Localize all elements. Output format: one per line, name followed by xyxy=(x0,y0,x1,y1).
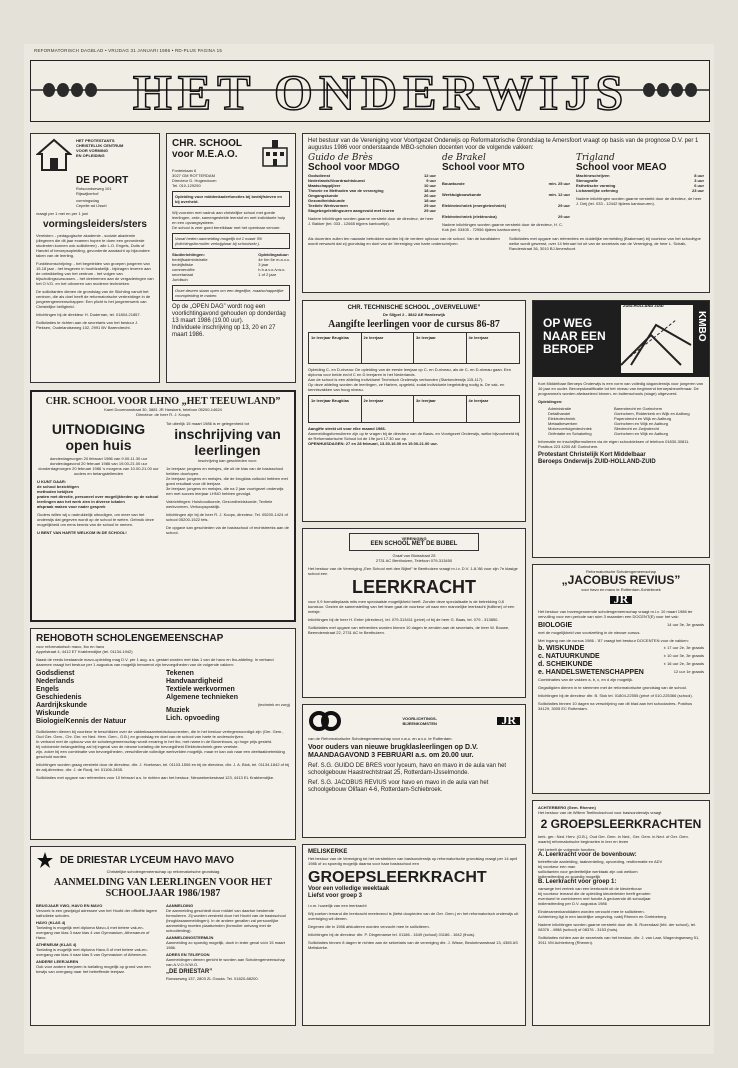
body-text: Funktieomschrijving: - het begeleiden van groepen jongeren van 15-18 jaar - het lesgeven in hoofdzakelijk - bijdragen leveren aan de ontwikkeling van het centrum - het volgen van bijscholingscursussen. - het deelnemen aan de vergaderingen van het O.V.D. en het uitvoeren van moderne technieken. xyxy=(36,261,154,286)
gb-logo-icon xyxy=(308,709,342,733)
hours: 10 uur xyxy=(423,182,436,188)
hours: 29 uur xyxy=(557,202,570,208)
jr-logo-icon: JR xyxy=(610,596,633,604)
sub: Voor een volledige weektaak xyxy=(308,886,390,892)
subject: Elektrotechniek (elektronica) xyxy=(442,213,497,219)
body-text: Sollicitaties te richten aan de secretaris van het bestuur J. Pieksen, Oudelandseweg 102, 2991 BV Barendrecht. xyxy=(36,320,139,330)
intro: Het bestuur van de Vereniging „Een School met den Bijbel” te Benthuizen vraagt m.i.v. D.V. 1-8-'86 voor zijn 7e klasige school een xyxy=(308,566,518,576)
hours: ± 16 uur 2e, 3e graads xyxy=(663,660,704,666)
headline: Aangifte leerlingen voor de cursus 86-87 xyxy=(328,319,500,330)
abacus-bead xyxy=(43,83,55,97)
bullet: leerlingen aan het werk zien in diverse lokalen xyxy=(37,499,125,504)
subject: Textiele werkvormen xyxy=(166,686,235,693)
school-script: Trigland xyxy=(576,153,615,163)
subject: d. SCHEIKUNDE xyxy=(538,660,593,668)
body-text: Vakrichtingen: Huishoudkunde, Gezondheidskunde, Textiele werkvormen, Verkoopspraktijk. xyxy=(166,499,273,509)
hours: 6 uur xyxy=(694,182,704,188)
hours: 9 uur xyxy=(426,177,436,183)
hours: 29 uur xyxy=(423,202,436,208)
address: Rijswijkerhof xyxy=(76,191,99,196)
list-item: h.h.a.v.o./v.w.o. xyxy=(258,267,286,272)
subject: Stagebegeleidingsuren aangevuld met leuren xyxy=(308,207,395,213)
year-column: 1e leerjaar Brugklas xyxy=(309,396,362,422)
address: Graaf van Bloisstraat 25 xyxy=(392,553,436,558)
bullet: zijn, zoker bij een combinatie van bevoegdheden, verschillende volledige werkvelden mogelijk, maar er kan ook naar een deeltaakbetrekking geschuld worden. xyxy=(36,749,285,759)
year-column: 3e leerjaar xyxy=(414,396,467,422)
registration-headline: inschrijving van leerlingen xyxy=(174,426,281,458)
section-text: Toelating is mogelijk met diploma Havo-5 of met betere vak-en-overgang van klas 4 naar klas 5 van Gymnasium of Atheneum. xyxy=(36,947,148,957)
subject: e. HANDELSWETENSCHAPPEN xyxy=(538,668,644,676)
org-line: EN OPLEIDING xyxy=(76,153,105,158)
hours: 29 uur xyxy=(423,207,436,213)
course: Motorvoertuigentechniek xyxy=(548,426,592,431)
headline: 2 GROEPSLEERKRACHTEN xyxy=(540,817,702,831)
sub: voor reformatorisch mavo, lbo en havo xyxy=(36,644,105,649)
function-b: B. Leerkracht voor groep 1: xyxy=(538,879,617,885)
bullet: kerk. ger.: Ned. Herv. (G.B.), Oud Ger. Gem. in Ned., Ger. Gem. in Ned. of Ger. Gem. xyxy=(538,834,689,839)
intro: Tot uiterlijk 15 maart 1986 is er gelegenheid tot xyxy=(166,421,249,426)
ad-chr-school-meao xyxy=(166,133,296,383)
place: MELISKERKE xyxy=(308,849,348,855)
section-text: Aanmeldingen dienen gericht te worden aan Scholengemeenschap van A.V.O./V.W.O. xyxy=(166,957,285,967)
abacus-bead xyxy=(57,83,69,97)
subject: Wiskunde xyxy=(36,710,69,717)
section-title: BRUGJAAR VWO, HAVO EN MAVO xyxy=(36,903,103,908)
ad-overveluwe xyxy=(302,300,526,522)
masthead xyxy=(30,60,710,122)
title: BIJEENKOMSTEN xyxy=(402,721,437,726)
body-text: Aanmeldingsformulieren zijn op te vragen bij de directeur van de Basis- en Voortgezet Onderwijs, welke bijvoorbeeld bij de Reformatorische School tot de 19e juni 17.30 uur op. xyxy=(308,431,520,441)
list-item: 4e t/m 6e m.a.v.o. xyxy=(258,257,290,262)
date: donderdagmorgen 20 februari 1986 's morgens van 10.00-21.00 uur ouders en belangstellenden xyxy=(38,466,159,476)
invitation-headline: UITNODIGING open huis xyxy=(51,421,146,453)
section-title: AANMELDINGSTERMIJN xyxy=(166,935,214,940)
org-line: HET PROTESTANTS xyxy=(76,138,115,143)
title: DE DRIESTAR LYCEUM HAVO MAVO xyxy=(60,854,235,866)
list-item: 1 of 2 jaar xyxy=(258,272,277,277)
list-item: 3 jaar xyxy=(258,262,269,267)
subject: Omgangskunde xyxy=(308,192,339,198)
subject: Handvaardigheid xyxy=(166,678,223,685)
hours: 14 uur 3e, 3e graads xyxy=(667,621,704,627)
section-text: Ook voor andere leerjaren is toelating mogelijk op grond van een bewijs van overgang naar het betreffende leerjaar. xyxy=(36,964,151,974)
sub: Het betreft de volgende functies: xyxy=(538,847,596,852)
title-line: OP WEG xyxy=(543,316,593,330)
section-title: „DE DRIESTAR” xyxy=(166,969,213,975)
hours: 18 uur xyxy=(423,197,436,203)
body-text: Sollicitaties met opgave van referenties voor 10 februari a.s. te richten aan het bestuur, Nieuwekerkestraat 123, 4413 EL Krabbendijke. xyxy=(36,775,275,780)
body-text: Inlichtingen zijn bij de heer R. J. Koops, directeur, Tel. 05200-1424 of school 05200-1522 tels. xyxy=(166,512,288,522)
body-text: Opleiding C- en D-niveau: De opleiding van de eerste leerjaar op C- en D-niveau, als de C- en D-niveau gaan. Een diploma voor beide en/of C en D leerjaren in het Nederlands. xyxy=(308,367,512,377)
contact-note: Nadere inlichtingen worden gaarne verstrekt door de directeur, de heer J. Bakker (tel. 033 - 12665 bijpers kantoortijd). xyxy=(308,215,434,226)
logo-line: VERENIGING xyxy=(401,536,427,541)
title: Reformatorische Scholengemeenschap xyxy=(585,569,657,574)
location: Gorinchem en Wijk en Aalburg xyxy=(614,431,669,436)
body-text: De school is zeer goed bereikbaar met het openbaar vervoer. xyxy=(172,225,281,230)
hours: ± 10 uur 3e, 3e graads xyxy=(663,652,704,658)
section-text: Toelating is mogelijk met diploma Mavo-4 met betere vak-en-overgang van klas 3 naar klas 4 van Gymnasium, Athenaeum of Havo. xyxy=(36,925,150,940)
hours: min. 12 uur xyxy=(548,191,570,197)
course: Detailhandel xyxy=(548,411,571,416)
intro: Het bestuur van bovengenoemde scholengemeenschap vraagt m.i.v. 10 maart 1986 ter vervulling voor een periode van ruim 3 maanden een DOCENT(E) voor het vak: xyxy=(538,608,693,619)
subject: b. WISKUNDE xyxy=(538,644,585,652)
contact-note: Nadere inlichtingen worden gaarne verstrekt door de directeur, de heer J. Deij (tel. 033 - 12442 tijdens kantooruren). xyxy=(576,195,702,206)
hours: 12 uur xyxy=(423,172,436,178)
label: Opleidingsduur: xyxy=(258,252,290,257)
date: donderdagmorgen 20 februari 1986 van 9.00-11.30 uur xyxy=(49,456,148,461)
vereniging-logo xyxy=(349,533,479,551)
section-text: Ronsseweg 137, 2803 ZL Gouda. Tel. 01820-88200. xyxy=(166,976,259,981)
title-line: BEROEP xyxy=(543,342,594,356)
masthead-title: HET ONDERWIJS xyxy=(132,64,630,120)
ad-school-met-de-bijbel xyxy=(302,528,526,698)
body-text: Nadere inlichtingen worden gaarne verstrekt door dhr. B. Rozendaal (hfd. der school), tel. 08376 - 4988 (school) of 08376 - 3153 (huis). xyxy=(538,922,697,932)
column-meao xyxy=(576,153,704,232)
address: 3027 GM ROTTERDAM xyxy=(172,173,215,178)
year-column: 3e leerjaar xyxy=(414,333,467,363)
year-column: 4e leerjaar xyxy=(468,398,489,403)
section-title: AANMELDING xyxy=(166,903,194,908)
body-text: Sollicitaties met opgave van referenties worden binnen 10 dagen te zenden aan de secretaris, de heer W. Bouwe, Beemdenstraat 22, 2731 AC te Benthuizen. xyxy=(308,625,510,635)
column-mdgo xyxy=(308,153,436,232)
abacus-bead xyxy=(685,83,697,97)
bullet: methoden bekijken xyxy=(37,489,74,494)
org-line: CHRISTELIJK CENTRUM xyxy=(76,143,124,148)
subject: Godsdienst xyxy=(36,670,75,677)
address: Tel. 010-129250 xyxy=(172,183,201,188)
bullet: eventueel te combineren met functie A gedurende dit schooljaar xyxy=(538,896,651,901)
address: Directeur D. Hogendoorn xyxy=(172,178,217,183)
bullet: afspraak maken voor nader gesprek xyxy=(37,504,106,509)
contact-note: Nadere inlichtingen worden gaarne verstrekt door de directeur, H. C. Kok (tel. 03405 - 72956 tijdens kantooruren). xyxy=(442,221,563,232)
body-text: Sollicitaties richten aan de secretaris van het bestuur, dhr. J. van Laar, Wageningseweg 51, 3911 VM Achterberg (Rhenen). xyxy=(538,935,700,945)
welcome: U BENT VAN HARTE WELKOM IN DE SCHOOL! xyxy=(37,530,127,535)
abacus-bead xyxy=(657,83,669,97)
bullet: Achterberg ligt in een landelijke omgeving, nabij Rhenen en Grebbeberg. xyxy=(538,914,667,919)
ad-voorlichtingsbijeenkomsten xyxy=(302,704,526,838)
hours: 29 uur xyxy=(557,213,570,219)
intro: Kort Middelbaar Beroeps Onderwijs is een vorm van volledig dagonderwijs voor jongeren van 16 jaar en ouder. Beroepskwalificatie tot het niveau van beginnend beroepsbeoefenaar. De programma's worden afwisselend binnen- en buitenschools (stage) uitgevoerd. xyxy=(538,381,703,396)
body-text: De sollicitanten dienen de grondslag van de Stichting vanuit het centrum, die als doel heeft de reformatorische verbreidinge in de jongerengemeenschappen: Een plicht is het jongerenwerk van Christelijke heiligheid. xyxy=(36,289,151,309)
subject: Biologie/Kennis der Natuur xyxy=(36,718,127,725)
headline: GROEPSLEERKRACHT xyxy=(308,869,487,886)
title-line: NAAR EEN xyxy=(543,329,606,343)
subject: Nederlands/Voordrachtskunst xyxy=(308,177,365,183)
location: Sliedrecht en Zwijndrecht xyxy=(614,426,659,431)
registration-note: Vanaf heden aanmelding mogelijk tot 1 maart '86 (inlichtingsformulier verkrijgbaar bij schoolsekr.). xyxy=(172,233,290,249)
abacus-bead xyxy=(671,83,683,97)
ad-de-poort xyxy=(30,133,160,383)
body-text: Wij voorzien met nadruk aan christelijke school met goede leerlingen, orde, samengestelde leerstof en met individuele hulp en een opvangsysteem. xyxy=(172,210,286,225)
subject: Maatschappijleer xyxy=(308,182,341,188)
kmbo-side-label: KMBO xyxy=(696,311,707,342)
course: Elektrotechniek xyxy=(548,416,576,421)
address: De Slijpel 2 - 3842 AE Harderwijk xyxy=(383,312,445,317)
school-title: School voor MEAO xyxy=(576,161,667,173)
ad-meliskerke xyxy=(302,844,526,1026)
info: Informatie en inschrijfformulieren via de eigen schooldeksen of telefoon 01830-30811. Postbus 223 4200 AE Gorinchem. xyxy=(538,439,690,449)
address: Rotsoordseweg 101 xyxy=(76,186,112,191)
bullet: bij voldoende belangstelling zal bij ingeval van de nieuwe toelating die bevoegdheid Elektrotechniek geen vereiste. xyxy=(36,744,239,749)
section-title: ADRES EN TELEFOON xyxy=(166,952,210,957)
abacus-bead xyxy=(643,83,655,97)
title: CHR. SCHOOL VOOR LHNO „HET TEEUWLAND” xyxy=(45,396,281,407)
headline: LEERKRACHT xyxy=(352,577,476,597)
body-text: Aan de school is een afdeling individueel Technisch Onderwijs verbonden (Startonderwijs 115-117). xyxy=(308,377,484,382)
body-text: 1e leerjaar: jongens en meisjes, die uit de klas van de basisschool hebben doorlopen. xyxy=(166,466,284,476)
school-title: School voor MDGO xyxy=(308,161,400,173)
year-column: 2e leerjaar xyxy=(362,396,415,422)
abacus-bead xyxy=(85,83,97,97)
sub: Inschrijving kan geschieden voor: xyxy=(197,458,258,463)
body-text: i.v.m. huwelijk van een leerkracht xyxy=(308,903,367,908)
list-item: bedrijfsadministratie xyxy=(172,257,208,262)
bullet: sollicitanten voor gedeeltelijke werktaak zijn ook welkom xyxy=(538,869,638,874)
body-text: Inlichtingen bij de heer H. Enter (directeur), tel. 079-313411 (privé) of bij de heer G. Baas, tel. 079 - 313850. xyxy=(308,617,499,622)
body-text: Op deze afdeling worden de leerlingen, ze Harlem, opgeleid, zodat individuele begeleiding nodig is. De vak- en kennisvakken van hoog niveau. xyxy=(308,382,505,392)
year-column: 1e leerjaar Brugklas xyxy=(309,333,362,363)
subject: c. NATUURKUNDE xyxy=(538,652,600,660)
abacus-bead xyxy=(71,83,83,97)
bullet: In verband met de opbouw van de scholengemeenschap wordt ervaring in het lbo, met name in de Bovenbouw, op hoge prijs gesteld. xyxy=(36,739,273,744)
logo-line: EEN SCHOOL MET DE BIJBEL xyxy=(370,541,458,547)
title: voor havo en mavo te Rotterdam-Schiebroek xyxy=(581,587,661,592)
footer: Beroeps Onderwijs ZUID-HOLLAND-ZUID xyxy=(538,459,656,465)
title: VOORLICHTINGS- xyxy=(402,716,437,721)
star-logo-icon xyxy=(36,851,54,869)
body-text: Aangifte strekt uit voor elke maand 1986. xyxy=(308,426,386,431)
org-line: VOOR VORMING xyxy=(76,148,109,153)
subject: Nederlands xyxy=(36,678,75,685)
body-text: Inlichtingen worden graag verstrekt door de directeur, dhr. J. Hoekman, tel. 01103-1506 en bij de directeur, dhr. J. A. Blok, tel. 01134-1842 of bij de adj.directeur, dhr. J. de Rooij, tel. 01106-2455. xyxy=(36,762,290,772)
intro: Het bestuur van de Vereniging tot het verstrekken van basisonderwijs op reformatorische grondslag vraagt per 14 april 1986 of zo spoedig mogelijk daarna voor haar basisschool een xyxy=(308,856,518,866)
bullet: bij voorkeur een man xyxy=(538,864,576,869)
body-text: Sollicitaties binnen 10 dagen na verschijning van dit blad aan het schooladres. Postbus 34129, 3005 EC Rotterdam. xyxy=(538,700,693,711)
intro: Met ingang van de cursus 1986 - '87 vraagt het bestuur DOCENTEN voor de vakken: xyxy=(538,637,689,643)
school-title: School voor MTO xyxy=(442,161,525,173)
location: Papendrecht en Wijk en Aalburg xyxy=(614,416,672,421)
page-header: REFORMATORISCH DAGBLAD • VRIJDAG 31 JANUARI 1986 • RD-PLUS PAGINA 15 xyxy=(34,48,223,53)
ad-vereniging-voortgezet-onderwijs xyxy=(302,133,710,293)
kmbo-title xyxy=(543,317,606,356)
intro: Het bestuur van de Vereniging voor Voortgezet Onderwijs op Reformatorische Grondslag te Amersfoort vraagt op basis van de prognose D.V. per 1 augustus 1986 voor onderstaande MBO-scholen docenten voor de volgende vakken: xyxy=(308,138,699,151)
section-text: Aanmelding zo spoedig mogelijk, doch in ieder geval vóór 15 maart 1986. xyxy=(166,940,285,950)
year-column: 2e leerjaar xyxy=(362,333,415,363)
hours: 23 uur xyxy=(691,187,704,193)
bullet: indiensttreding per D.V. augustus 1986 xyxy=(538,901,607,906)
sub: Christelijke scholengemeenschap op reformatorische grondslag xyxy=(106,869,220,874)
subject: Engels xyxy=(36,686,59,693)
house-logo-icon xyxy=(36,138,72,172)
title: CHR. SCHOOL xyxy=(172,138,242,149)
road-graphic-icon xyxy=(621,305,693,373)
bullet: bij voorkeur iemand die de opleiding kleuterleider heeft genoten xyxy=(538,891,651,896)
open-day-text: Individuele inschrijving op 13, 20 en 27 maart 1986. xyxy=(172,325,276,338)
intro: van de Reformatorische Scholengemeenschap voor v.w.o. en a.v.o. te Rotterdam. xyxy=(308,736,453,741)
list-item: Juridisch xyxy=(172,277,188,282)
subject: Werktuigbouwkunde xyxy=(442,191,482,197)
note: Combinaties van de vakken a, b, c, en d zijn mogelijk. xyxy=(538,676,634,682)
bullet: vanwege het vertrek van een leerkracht uit de kleuterbouw xyxy=(538,886,642,891)
sub: Appelstraat 4, 4412 ET Krabbendijke (tel. 01134-1942) xyxy=(36,649,133,654)
body-text: Ouders willen wij u nadrukkelijk uitnodigen, om meer van het onderwijs dat gegeven wordt op de school te weten. Gebruik deze mogelijkheid om eens kennis van de school te nemen. xyxy=(37,512,154,527)
course: Metaalbewerken xyxy=(548,421,578,426)
date: donderdagavond 20 februari 1986 van 19.00-21.00 uur xyxy=(49,461,148,466)
subject: Elektrotechniek (energietechniek) xyxy=(442,202,507,208)
ad-kmbo xyxy=(532,300,710,558)
ad-jacobus-revius xyxy=(532,564,710,794)
title: „JACOBUS REVIUS” xyxy=(561,573,681,587)
hours: min. 25 uur xyxy=(548,180,570,186)
body-text: Inlichtingen bij de directeur dhr. B. Slok tel. 01804-22555 (privé of 010-225366 (school). xyxy=(538,692,693,698)
title: voor M.E.A.O. xyxy=(172,149,238,160)
bullet: de school bezichtigen xyxy=(37,484,79,489)
body-text: Vereisten: - pedagogische akademie - sociale akademie (diegenen die dit jaar examen hopen te doen een gevorderde studenten kunnen ook solliciteren) - alle L.O. Engels, Duits of Handel of beroepsopleiding, gevorderde aandacht op bijzondere taken van de leerling. xyxy=(36,233,150,258)
hours: 18 uur xyxy=(423,187,436,193)
course: Administratie xyxy=(548,406,572,411)
hours: 8 uur xyxy=(694,172,704,178)
body-text: Als docenten zullen ten nauwste betrokken worden bij de verdere opbouw van de school. Van de kandidaten wordt verwacht dat zij grondslag en doel van de Vereniging van harte onderschrijven. xyxy=(308,235,500,246)
subject: Bouwkunde xyxy=(442,180,465,186)
note: (techniek en zorg) xyxy=(257,702,290,707)
body-text: OPENHUISDAGEN: 27 en 28 februari, 13.30-16.00 en 19.00-21.00 uur. xyxy=(308,441,438,446)
address: Karel Doormanstraat 30, 3881 JR Harskerk, telefoon 05200-14624 xyxy=(104,407,222,412)
jr-logo-icon: JR xyxy=(497,717,520,725)
subject: Lichamelijke oefening xyxy=(576,187,618,193)
list-item: bedrijfsfiske xyxy=(172,262,194,267)
label: Studierichtingen: xyxy=(172,252,205,257)
ad-het-teeuwland xyxy=(30,390,296,622)
location: Barendrecht en Gorinchem xyxy=(614,406,663,411)
intro: vraagt per 1 mei en per 1 juni xyxy=(36,211,89,216)
school-building-icon xyxy=(260,138,290,168)
school-script: Guido de Brès xyxy=(308,153,373,163)
ad-de-driestar xyxy=(30,846,296,1026)
subject: Lich. opvoeding xyxy=(166,715,220,722)
hours: ± 17 uur 2e, 3e graads xyxy=(663,644,704,650)
hours: 26 uur xyxy=(423,192,436,198)
bullet: waarbij reformatorische beginselen in leer en leven xyxy=(538,839,629,844)
bullet: Eindexamenkandidaten worden verzocht mee te solliciteren. xyxy=(538,909,645,914)
list-item: secretariaat xyxy=(172,272,193,277)
subject: Algemene technieken xyxy=(166,694,238,701)
subject: Textiele Werkvormen xyxy=(308,202,348,208)
subject: Tekenen xyxy=(166,670,194,677)
location: Gorinchem en Wijk en Aalburg xyxy=(614,421,669,426)
section-title: HAVO (KLAS 4) xyxy=(36,920,66,925)
ad-rehoboth xyxy=(30,628,296,840)
title: REHOBOTH SCHOLENGEMEENSCHAP xyxy=(36,633,224,644)
section-text: De aanmelding geschiedt door middel van daartoe bestemde formulieren. Zij worden verstrekt door het Hoofd van de basisschool (brugklasaanmeldingen). In de andere gevallen zal persoonlijke aanmelding moeten plaatsvinden (formulier ontvang met de schoolleiding). xyxy=(166,908,286,933)
ad-achterberg xyxy=(532,800,710,1026)
subject: Aardrijkskunde xyxy=(36,702,87,709)
open-day-text: Op de „OPEN DAG” wordt nog een voorlichtingavond gehouden op donderdag 13 maart 1986 (19.00 uur). xyxy=(172,304,286,324)
label: Opleidingen: xyxy=(538,399,563,404)
title: CHR. TECHNISCHE SCHOOL „OVERVELUWE” xyxy=(347,305,481,311)
place: ACHTERBERG (Gem. Rhenen) xyxy=(538,805,596,810)
headline: AANMELDING VAN LEERLINGEN VOOR HET xyxy=(53,877,273,888)
body-text: voor 0,9 formatieplaats mits men speciaalste mogelijkheid heeft. Zonder deze specialisatie is de betrekking 0,8 kunstuur. Gezien de samenstelling van het team gaat de voorkeur uit naar een mannelijke leerkracht (fulltime) of een meisje. xyxy=(308,599,515,614)
section-title: ANDERE LEERJAREN xyxy=(36,959,79,964)
section-text: Verzoek is een gewijzigd adressee van het Hoofd der officiële lagere katholieke scholen. xyxy=(36,908,158,918)
headline: SCHOOLJAAR 1986/1987 xyxy=(105,888,221,899)
body-text: 2e leerjaar: jongens en meisjes, die de brugklas voltooid hebben met goed resultaat voor dit leerjaar. xyxy=(166,476,288,486)
subject: Theorie en Methoden van de verzorging xyxy=(308,187,384,193)
body-text: Wij zoeken iemand die leerkracht meelevend is (liefst doopleden van de Ger. Gem.) en het reformatorisch onderwijs uit overtuiging wil dienen. xyxy=(308,911,519,921)
region-label: ZUID-HOLLAND ZUID xyxy=(623,303,664,308)
body-text: 3e leerjaar: jongens en meisjes, die na 2 jaar voortgezet onderwijs een met succes leerjaar LHNO hebben gevolgd. xyxy=(166,486,284,496)
headline: vormingsleiders/sters xyxy=(43,219,147,230)
bullet: indiensttreding zo spoedig mogelijk xyxy=(538,874,601,879)
body-text: Degenen die in 1986 afstuderen worden verzocht mee te solliciteren. xyxy=(308,924,430,929)
subject: Stenografie xyxy=(576,177,599,183)
body-text: De opgave kan geschieden via de basisschool of rechtstreeks aan de school. xyxy=(166,525,289,535)
body-text: Sollicitaties binnen 8 dagen te richten aan de sekretaris van de vereniging dhr. J. Wisse, Beukelmanstraat 13, 4365 AS Meliskerke. xyxy=(308,940,518,950)
subject: Machineschrijven xyxy=(576,172,610,178)
bullet: Sollicitanten dienen bij voorkeur te beschikken over de vakbekwaamheidsdocumenten, die in het bestuur vertegenwoordigd zijn (Ger. Gem., Oud Ger. Gem., Chr. Ger. en Ned. Herv. Gem., G.B.) en grondslag en doel van de school van harte te onderschrijven. xyxy=(36,729,284,739)
hours: 12 uur 1e graads xyxy=(673,668,704,674)
body-text: Inlichtingen bij de directeur dhr. P. Dingemanse tel. 01186 - 1649 (school) 01186 - 1642 (thuis). xyxy=(308,932,476,937)
subject: Muziek xyxy=(166,707,190,714)
bullet: betreffende aanleiding, taakverdeling, opvoeding, restformatie en ADV xyxy=(538,859,663,864)
section-title: ATHENEUM (KLAS 4) xyxy=(36,942,77,947)
director: Directeur: de heer R. J. Koops xyxy=(136,412,190,417)
location: Ref. S.G. JACOBUS REVIUS voor havo en mavo in de aula van het schoolgebouw Olifaan 4-6, Rotterdam-Schiebroek. xyxy=(308,780,489,793)
subject: Gezondheidskunde xyxy=(308,197,345,203)
location: Gorinchem, Ridderkerk en Wijk en Aalburg xyxy=(614,411,690,416)
sub: Liefst voor groep 3 xyxy=(308,893,363,899)
note: Onze deuren staan open om een degelijke, maatschappelijke vooropleiding te maken. xyxy=(172,285,290,301)
opening-note: Opleiding voor middenkaderfuncties bij bedrijfsleven en bij overheid. xyxy=(172,191,290,207)
intro: Naast de reeds bestaande mavo-opleiding mag D.V. per 1 aug. a.s. gestart worden met klas 1 van de havo en lbo-afdeling. In verband daarmee vraagt het bestuur per 1 augustus van mogelijk benoemd zijn bevoegdheden van de volgende vakken: xyxy=(36,657,274,667)
subject: BIOLOGIE xyxy=(538,621,573,629)
location: Ref. S.G. GUIDO DE BRES voor lyceum, havo en mavo in de aula van het schoolgebouw Haastrechtstraat 25, Rotterdam-IJsselmonde. xyxy=(308,763,507,776)
address: 2731 AC Benthuizen, Telefoon 079-313450 xyxy=(375,558,453,563)
course: Oriëntatie en Schakeling xyxy=(548,431,592,436)
subject: Geschiedenis xyxy=(36,694,82,701)
year-column: 4e leerjaar xyxy=(468,335,489,340)
address: Fonteinlaan 6 xyxy=(172,168,197,173)
label: U KUNT DAAR: xyxy=(37,479,67,484)
note: met de mogelijkheid van voortzetting in de nieuwe cursus. xyxy=(538,629,641,635)
list-item: commerciële xyxy=(172,267,195,272)
meeting-date: Voor ouders van nieuwe brugklasleerlingen op D.V. MAANDAGAVOND 3 FEBRUARI a.s. om 20.00 uur. xyxy=(308,744,478,759)
subject: Godsdienst xyxy=(308,172,331,178)
org-name: DE POORT xyxy=(76,175,129,186)
body-text: Gegadigden dienen in te stemmen met de reformatorische grondslag van de school. xyxy=(538,684,687,690)
hours: 3 uur xyxy=(694,177,704,183)
small-line: vormingsdag xyxy=(76,198,99,203)
subject: Esthetische vorming xyxy=(576,182,616,188)
small-line: Cepelle ad IJssel xyxy=(76,203,107,208)
column-mto xyxy=(442,153,570,232)
function-a: A. Leerkracht voor de bovenbouw: xyxy=(538,852,637,858)
bullet: praten met directie, personeel over mogelijkheden op de school xyxy=(37,494,159,499)
body-text: Inlichtingen bij de direkteur H. Dudernan, tel. 01804-21857. xyxy=(36,312,141,317)
intro: Het bestuur van de Willem Teellinckschool voor basisonderwijs vraagt xyxy=(538,810,662,815)
footer: Protestant Christelijk Kort Middelbaar xyxy=(538,452,646,458)
school-script: de Brakel xyxy=(442,153,486,163)
body-text: Sollicitaties met opgave van referenties en duidelijke vermelding (Brakeman) bij voorkeur van het schooltype welke wordt gewenst, over 14 februari tot uit van de secretaris van de Vereniging, de heer L. Schaik, Randerstraat 36, 3010 BJ Amersfoort. xyxy=(509,235,701,251)
